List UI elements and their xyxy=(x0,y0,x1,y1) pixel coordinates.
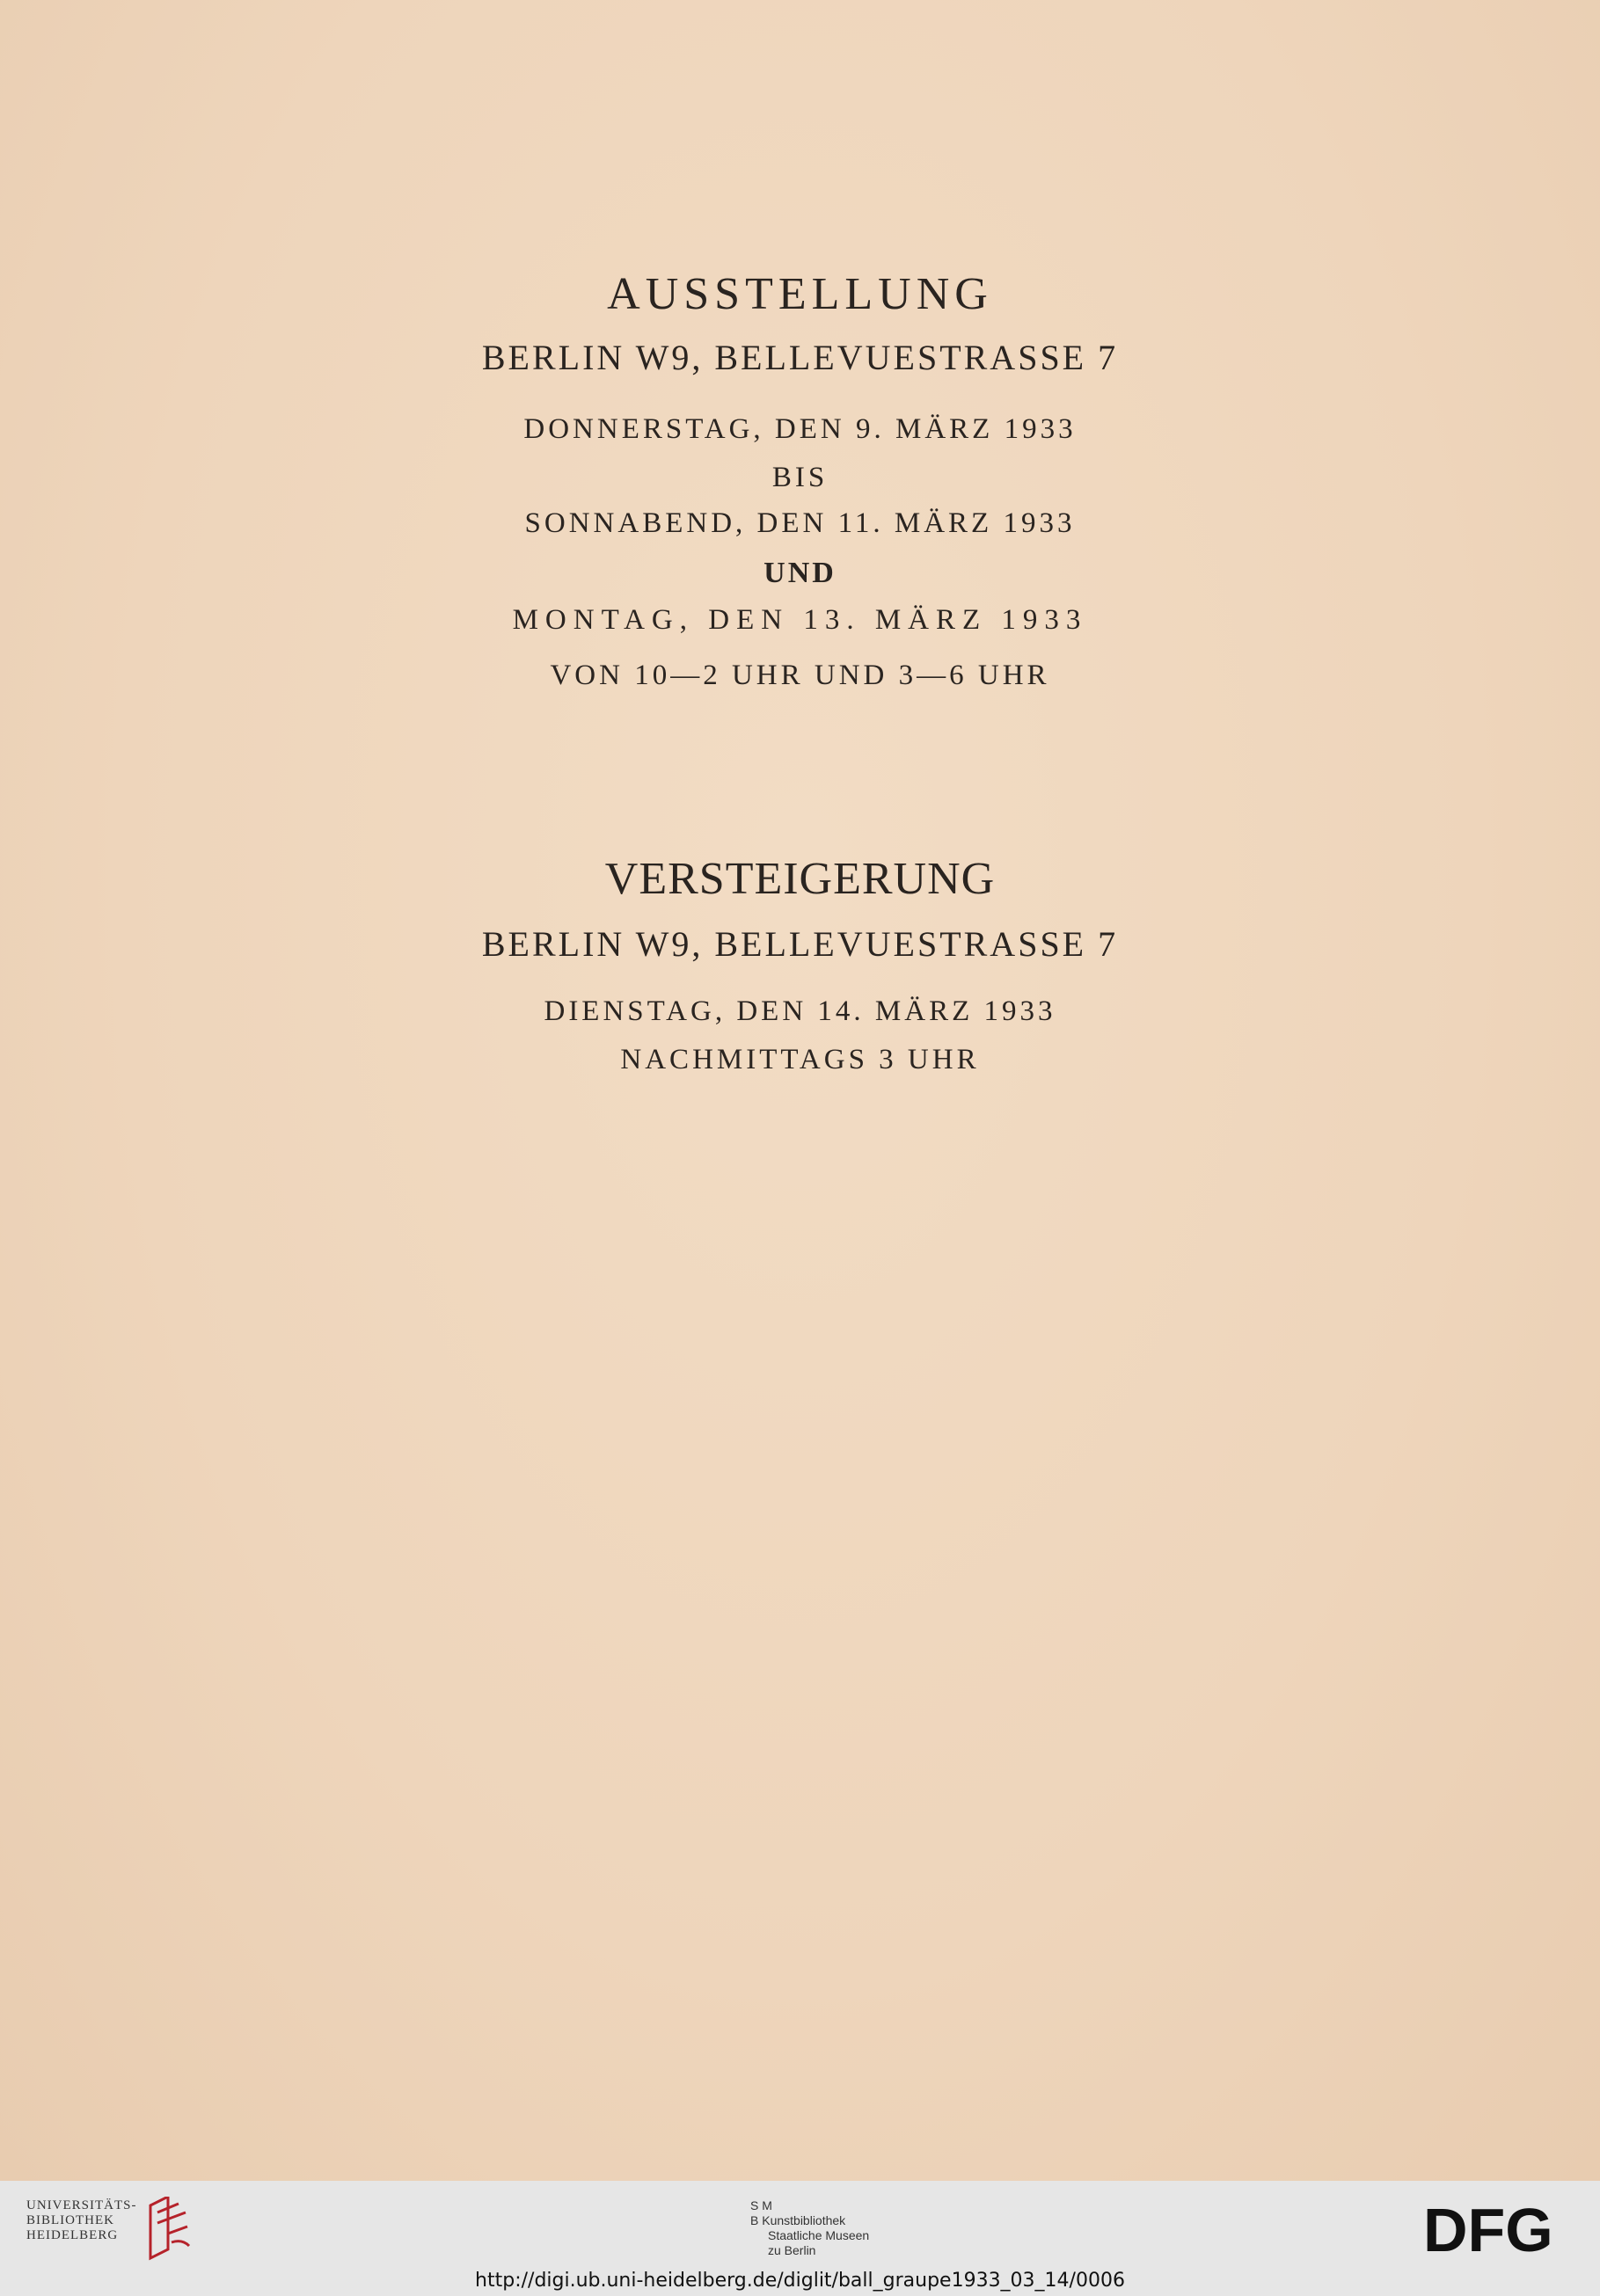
auction-title: VERSTEIGERUNG xyxy=(604,854,996,904)
smb-line-3: Staatliche Museen xyxy=(768,2228,870,2242)
library-logo-icon xyxy=(143,2197,192,2263)
exhibition-address: BERLIN W9, BELLEVUESTRASSE 7 xyxy=(481,338,1119,377)
footer-bar xyxy=(0,2181,1600,2296)
exhibition-hours: VON 10—2 UHR UND 3—6 UHR xyxy=(550,660,1050,691)
source-url[interactable]: http://digi.ub.uni-heidelberg.de/diglit/ball_graupe1933_03_14/0006 xyxy=(475,2270,1125,2292)
library-name-line-1: UNIVERSITÄTS- xyxy=(26,2198,137,2212)
smb-line-1: S M xyxy=(750,2198,772,2212)
library-name-line-2: BIBLIOTHEK xyxy=(26,2213,114,2227)
smb-line-4: zu Berlin xyxy=(768,2243,816,2257)
exhibition-title: AUSSTELLUNG xyxy=(607,269,993,319)
library-name-line-3: HEIDELBERG xyxy=(26,2228,119,2242)
smb-line-2: B Kunstbibliothek xyxy=(750,2213,846,2227)
auction-date: DIENSTAG, DEN 14. MÄRZ 1933 xyxy=(544,995,1056,1027)
dfg-logo-icon xyxy=(1423,2197,1577,2263)
exhibition-date-extra: MONTAG, DEN 13. MÄRZ 1933 xyxy=(512,604,1088,636)
kunstbibliothek-label xyxy=(750,2198,869,2258)
exhibition-date-start: DONNERSTAG, DEN 9. MÄRZ 1933 xyxy=(523,413,1077,445)
exhibition-date-end: SONNABEND, DEN 11. MÄRZ 1933 xyxy=(524,507,1076,539)
exhibition-und: UND xyxy=(763,557,837,589)
exhibition-bis: BIS xyxy=(771,462,829,493)
auction-address: BERLIN W9, BELLEVUESTRASSE 7 xyxy=(481,924,1119,964)
library-name xyxy=(26,2198,137,2243)
dfg-logo-text: DFG xyxy=(1423,2197,1553,2263)
auction-time: NACHMITTAGS 3 UHR xyxy=(620,1044,980,1075)
